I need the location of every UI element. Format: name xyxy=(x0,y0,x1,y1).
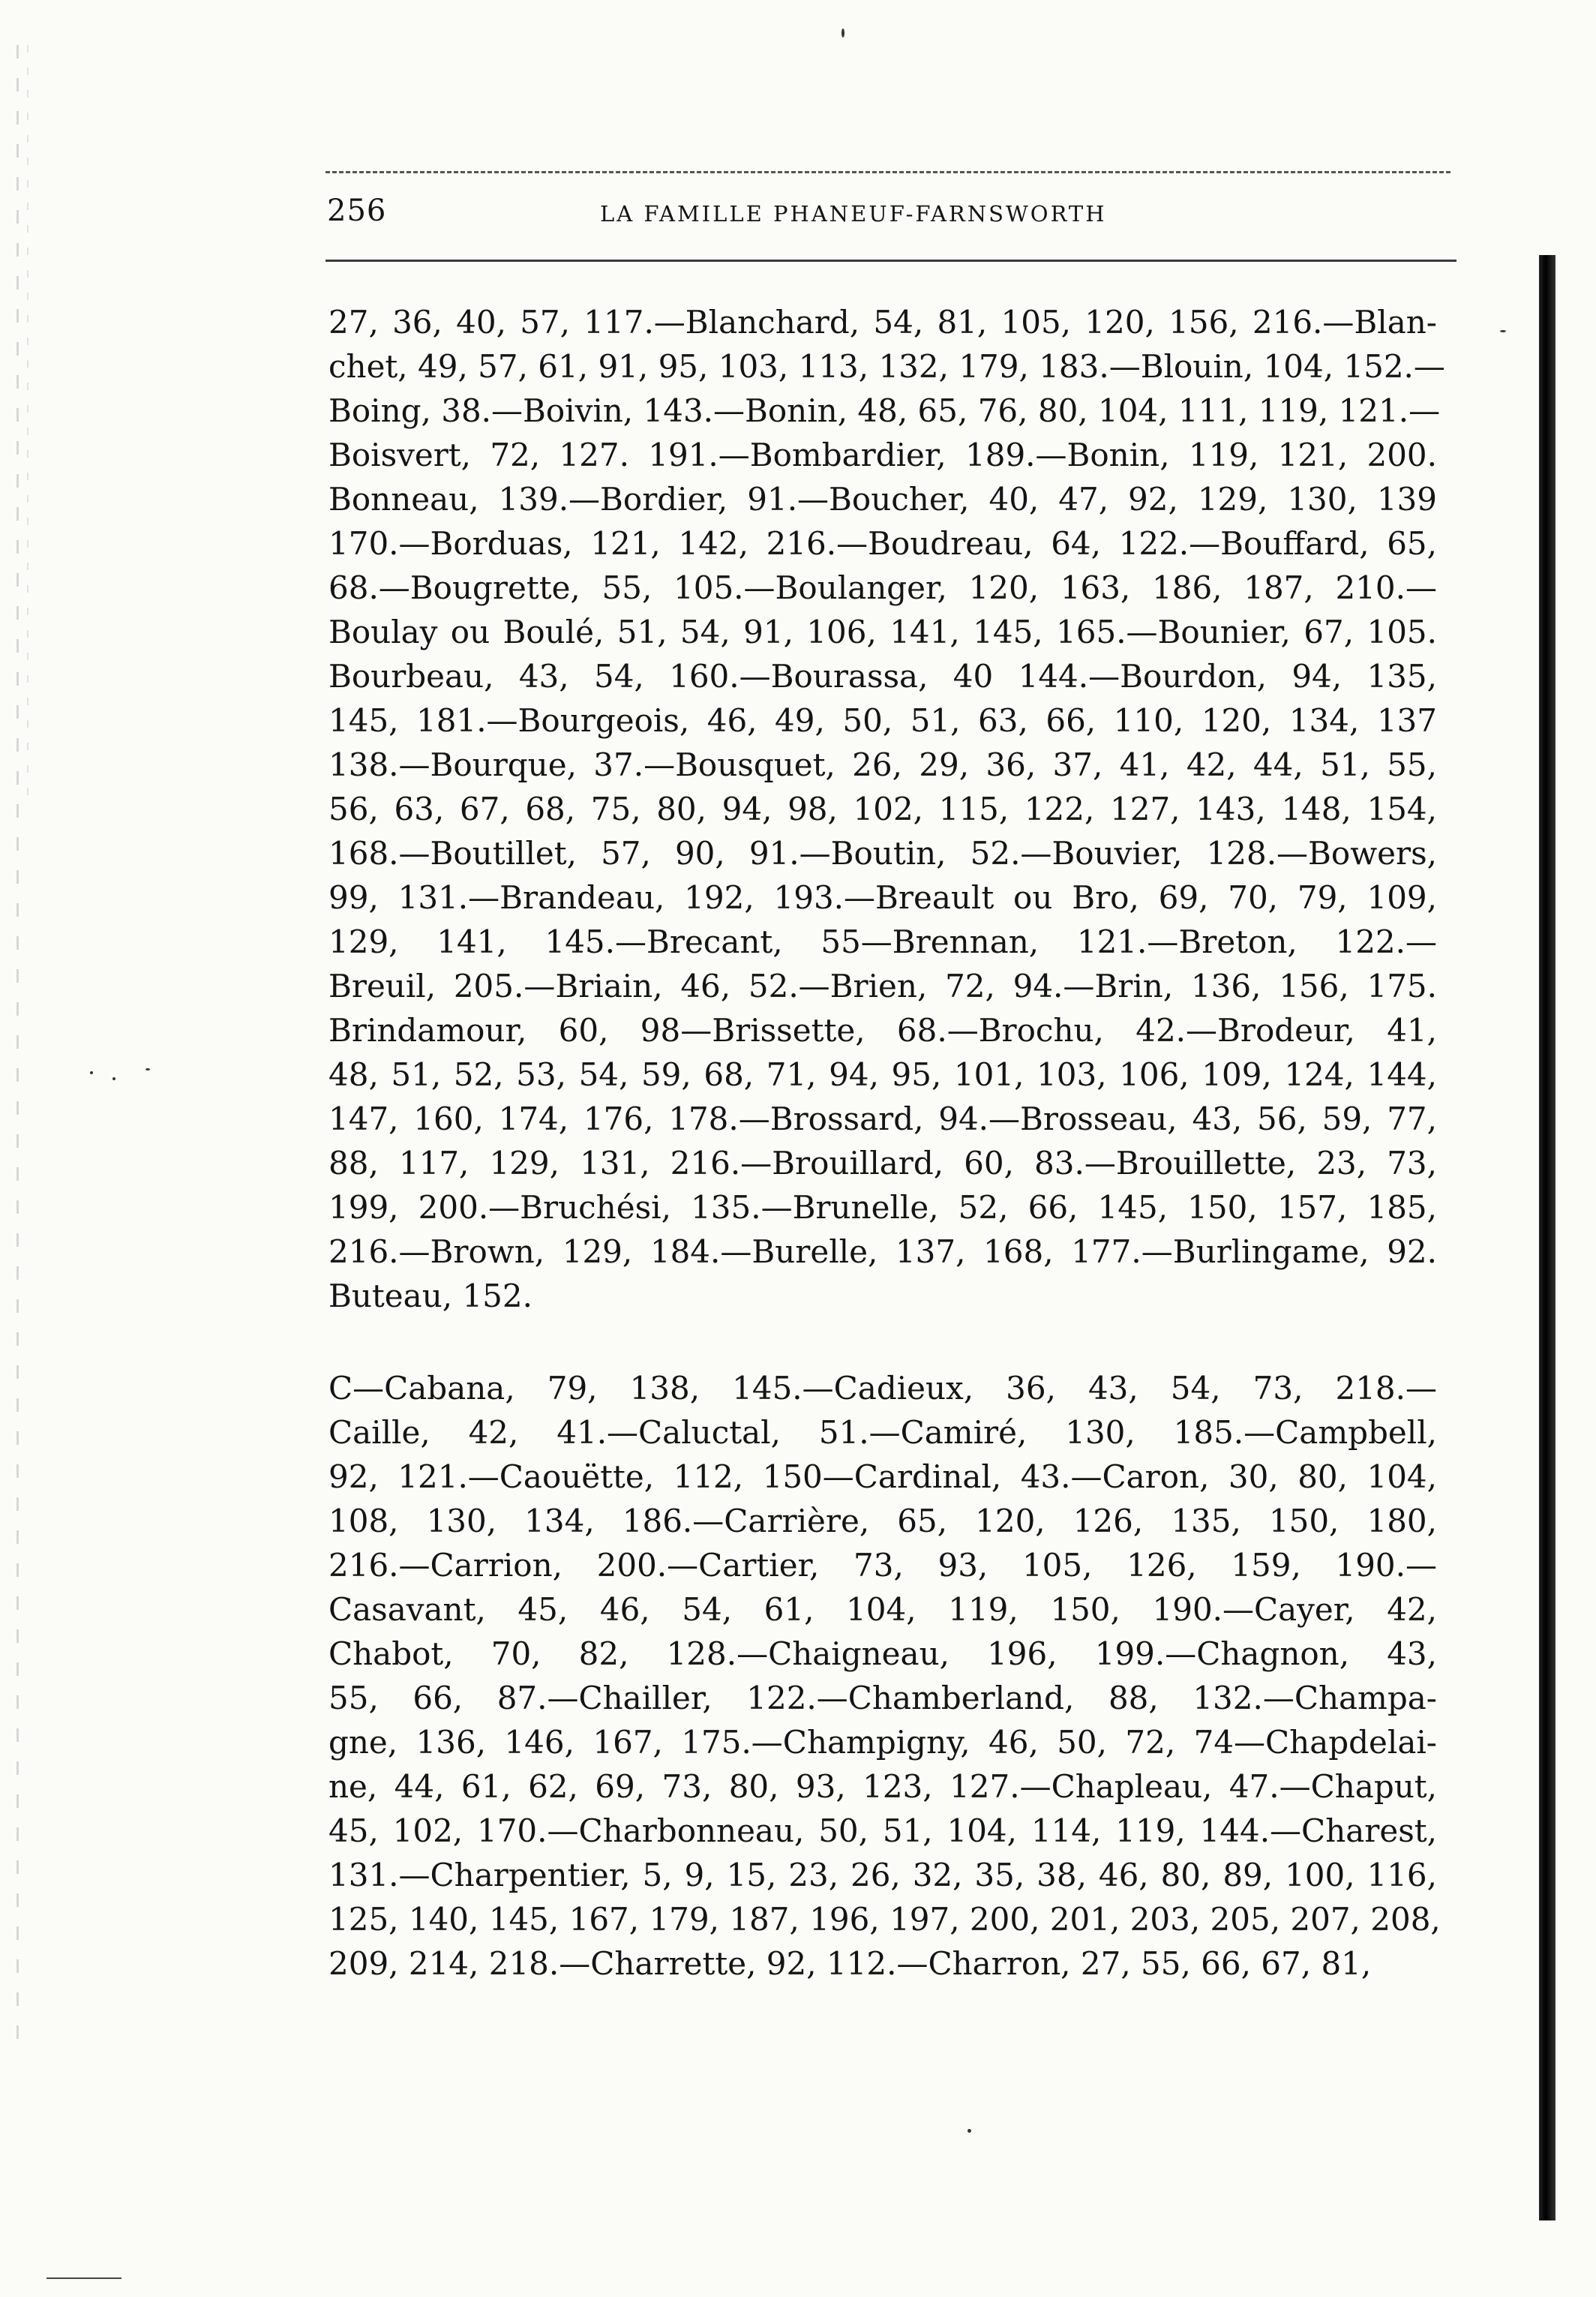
index-line: 216.—Carrion, 200.—Cartier, 73, 93, 105, 126, 159, 190.— xyxy=(328,1547,1437,1584)
index-line: 68.—Bougrette, 55, 105.—Boulanger, 120, 163, 186, 187, 210.— xyxy=(328,569,1437,606)
index-line: Boisvert, 72, 127. 191.—Bombardier, 189.—Bonin, 119, 121, 200. xyxy=(328,437,1437,473)
index-line: Buteau, 152. xyxy=(328,1278,532,1314)
index-line: 145, 181.—Bourgeois, 46, 49, 50, 51, 63, 66, 110, 120, 134, 137 xyxy=(328,702,1437,739)
scan-speck xyxy=(842,29,844,38)
paragraph-gap xyxy=(328,1318,1437,1366)
index-line: Boulay ou Boulé, 51, 54, 91, 106, 141, 145, 165.—Bounier, 67, 105. xyxy=(328,614,1437,650)
index-line: 45, 102, 170.—Charbonneau, 50, 51, 104, 114, 119, 144.—Charest, xyxy=(328,1812,1437,1849)
scan-speck xyxy=(1500,330,1506,332)
index-line: 56, 63, 67, 68, 75, 80, 94, 98, 102, 115, 122, 127, 143, 148, 154, xyxy=(328,791,1437,827)
scan-speck xyxy=(968,2129,971,2133)
index-line: 138.—Bourque, 37.—Bousquet, 26, 29, 36, 37, 41, 42, 44, 51, 55, xyxy=(328,746,1437,783)
scan-speck xyxy=(146,1068,150,1070)
scan-speck xyxy=(112,1077,116,1080)
index-line: Brindamour, 60, 98—Brissette, 68.—Brochu, 42.—Brodeur, 41, xyxy=(328,1012,1437,1049)
page-number: 256 xyxy=(327,194,387,228)
index-line: 168.—Boutillet, 57, 90, 91.—Boutin, 52.—Bouvier, 128.—Bowers, xyxy=(328,835,1437,872)
index-body xyxy=(328,300,1445,1986)
scan-page-edge xyxy=(1539,255,1556,2220)
index-line: Chabot, 70, 82, 128.—Chaigneau, 196, 199.—Chagnon, 43, xyxy=(328,1635,1437,1672)
header-bottom-rule xyxy=(326,260,1456,262)
scan-speck xyxy=(90,1071,93,1074)
index-line: Casavant, 45, 46, 54, 61, 104, 119, 150, 190.—Cayer, 42, xyxy=(328,1591,1437,1628)
index-line: 99, 131.—Brandeau, 192, 193.—Breault ou Bro, 69, 70, 79, 109, xyxy=(328,879,1437,916)
index-line: Boing, 38.—Boivin, 143.—Bonin, 48, 65, 76, 80, 104, 111, 119, 121.— xyxy=(328,392,1441,429)
index-paragraph xyxy=(328,300,1445,1318)
index-line: ne, 44, 61, 62, 69, 73, 80, 93, 123, 127.—Chapleau, 47.—Chaput, xyxy=(328,1768,1437,1805)
scan-footer-mark xyxy=(46,2277,122,2279)
scan-binding-edge-secondary xyxy=(27,45,28,795)
index-line: 27, 36, 40, 57, 117.—Blanchard, 54, 81, 105, 120, 156, 216.—Blan- xyxy=(328,304,1437,341)
scan-binding-edge xyxy=(16,45,19,2040)
index-line: 216.—Brown, 129, 184.—Burelle, 137, 168, 177.—Burlingame, 92. xyxy=(328,1233,1437,1270)
index-line: gne, 136, 146, 167, 175.—Champigny, 46, 50, 72, 74—Chapdelai- xyxy=(328,1724,1437,1761)
index-line: 209, 214, 218.—Charrette, 92, 112.—Charron, 27, 55, 66, 67, 81, xyxy=(328,1945,1372,1982)
index-line: chet, 49, 57, 61, 91, 95, 103, 113, 132, 179, 183.—Blouin, 104, 152.— xyxy=(328,348,1445,385)
index-line: 92, 121.—Caouëtte, 112, 150—Cardinal, 43.—Caron, 30, 80, 104, xyxy=(328,1458,1437,1495)
index-line: 48, 51, 52, 53, 54, 59, 68, 71, 94, 95, 101, 103, 106, 109, 124, 144, xyxy=(328,1056,1437,1093)
index-line: 88, 117, 129, 131, 216.—Brouillard, 60, 83.—Brouillette, 23, 73, xyxy=(328,1145,1437,1182)
index-line: 147, 160, 174, 176, 178.—Brossard, 94.—Brosseau, 43, 56, 59, 77, xyxy=(328,1100,1437,1137)
index-line: 55, 66, 87.—Chailler, 122.—Chamberland, 88, 132.—Champa- xyxy=(328,1680,1437,1716)
header-top-rule xyxy=(326,171,1450,173)
index-line: 170.—Borduas, 121, 142, 216.—Boudreau, 64, 122.—Bouffard, 65, xyxy=(328,525,1437,562)
index-line: Breuil, 205.—Briain, 46, 52.—Brien, 72, 94.—Brin, 136, 156, 175. xyxy=(328,968,1437,1004)
index-line: Caille, 42, 41.—Caluctal, 51.—Camiré, 130, 185.—Campbell, xyxy=(328,1414,1437,1451)
index-line: Bonneau, 139.—Bordier, 91.—Boucher, 40, 47, 92, 129, 130, 139 xyxy=(328,481,1437,518)
index-line: 131.—Charpentier, 5, 9, 15, 23, 26, 32, 35, 38, 46, 80, 89, 100, 116, xyxy=(328,1857,1437,1893)
index-line: 108, 130, 134, 186.—Carrière, 65, 120, 126, 135, 150, 180, xyxy=(328,1503,1437,1539)
running-title: LA FAMILLE PHANEUF-FARNSWORTH xyxy=(600,201,1107,227)
index-line: 199, 200.—Bruchési, 135.—Brunelle, 52, 66, 145, 150, 157, 185, xyxy=(328,1189,1437,1226)
index-line: 129, 141, 145.—Brecant, 55—Brennan, 121.—Breton, 122.— xyxy=(328,923,1437,960)
index-line: 125, 140, 145, 167, 179, 187, 196, 197, 200, 201, 203, 205, 207, 208, xyxy=(328,1901,1441,1938)
index-line: Bourbeau, 43, 54, 160.—Bourassa, 40 144.—Bourdon, 94, 135, xyxy=(328,658,1437,695)
index-paragraph xyxy=(328,1366,1441,1986)
index-line: C—Cabana, 79, 138, 145.—Cadieux, 36, 43, 54, 73, 218.— xyxy=(328,1370,1437,1407)
